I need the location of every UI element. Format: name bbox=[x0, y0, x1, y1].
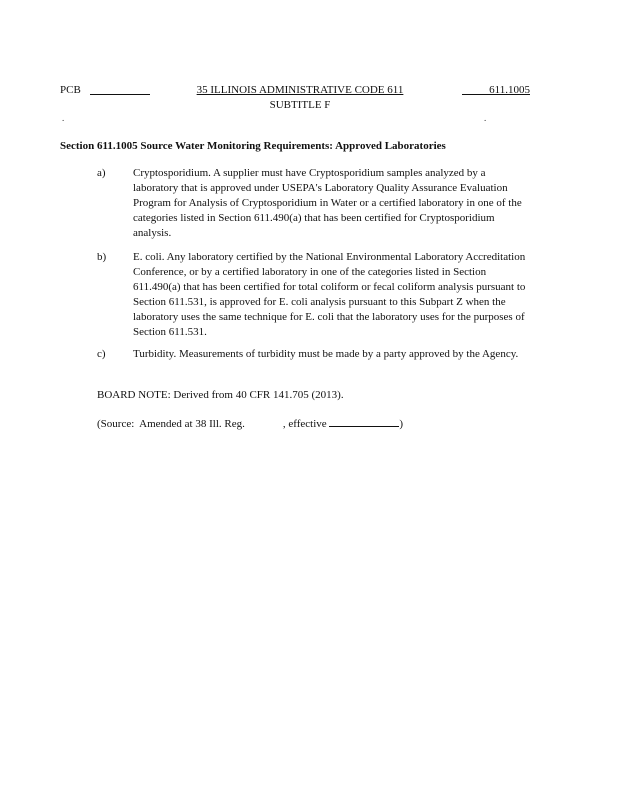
source-middle: , effective bbox=[282, 418, 327, 430]
header-rule-left bbox=[90, 94, 150, 95]
header-mark-right: . bbox=[484, 113, 487, 123]
source-note bbox=[97, 416, 403, 431]
page-header bbox=[60, 83, 532, 99]
item-b-letter: b) bbox=[97, 251, 107, 263]
section-title: Section 611.1005 Source Water Monitoring Requirements: Approved Laboratories bbox=[60, 140, 446, 152]
item-b-text: E. coli. Any laboratory certified by the National Environmental Laboratory Accreditation Conference, or by a certified laboratory in one of the categories listed in Section 611.490(a) that has been certified for total coliform or fecal coliform analysis pursuant to Section 611.531, is approved for E. coli analysis pursuant to this Subpart Z when the laboratory uses the same technique for E. coli that the laboratory uses for the purposes of Section 611.531. bbox=[133, 251, 526, 338]
header-code-title: 35 ILLINOIS ADMINISTRATIVE CODE 611 bbox=[196, 84, 404, 96]
header-subtitle: SUBTITLE F bbox=[269, 99, 331, 111]
board-note: BOARD NOTE: Derived from 40 CFR 141.705 (2013). bbox=[97, 389, 344, 401]
header-mark-left: . bbox=[62, 113, 65, 123]
item-c-text: Turbidity. Measurements of turbidity must be made by a party approved by the Agency. bbox=[133, 348, 519, 360]
source-effective-blank bbox=[329, 416, 399, 427]
item-c-letter: c) bbox=[97, 348, 106, 360]
item-a-text: Cryptosporidium. A supplier must have Cryptosporidium samples analyzed by a laboratory that is approved under USEPA's Laboratory Quality Assurance Evaluation Program for Analysis of Cryptosporidium in Water or a certified laboratory in one of the categories listed in Section 611.490(a) that has been certified for Cryptosporidium analysis. bbox=[133, 167, 522, 239]
header-section-number: 611.1005 bbox=[489, 84, 530, 96]
item-a-letter: a) bbox=[97, 167, 106, 179]
source-prefix: (Source: Amended at 38 Ill. Reg. bbox=[97, 418, 245, 430]
header-agency: PCB bbox=[60, 84, 81, 96]
source-suffix: ) bbox=[399, 418, 404, 430]
